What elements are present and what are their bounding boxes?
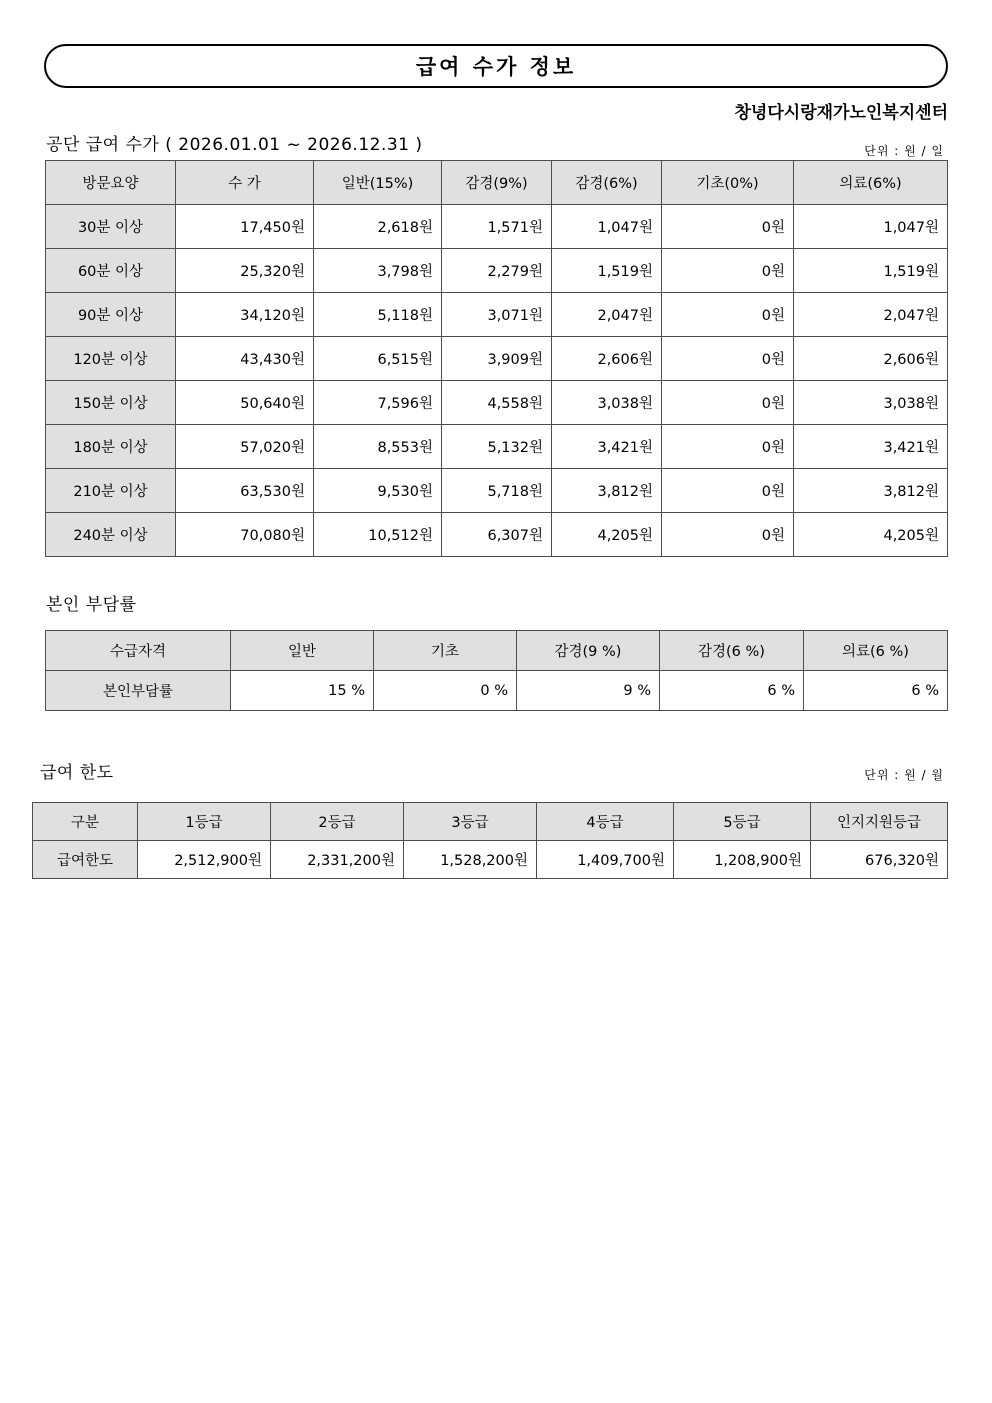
table-benefit-fees bbox=[45, 160, 948, 557]
table-header-row bbox=[46, 631, 948, 671]
table-benefit-limit bbox=[32, 802, 948, 879]
cell-value: 34,120원 bbox=[176, 293, 314, 337]
column-header: 구분 bbox=[33, 803, 138, 841]
table-row bbox=[46, 671, 948, 711]
page-title-pill bbox=[44, 44, 948, 88]
column-header: 4등급 bbox=[537, 803, 674, 841]
table-row bbox=[46, 293, 948, 337]
cell-value: 676,320원 bbox=[811, 841, 948, 879]
cell-value: 9,530원 bbox=[314, 469, 442, 513]
column-header: 기초(0%) bbox=[662, 161, 794, 205]
column-header: 의료(6 %) bbox=[804, 631, 948, 671]
cell-value: 0원 bbox=[662, 513, 794, 557]
cell-value: 1,571원 bbox=[442, 205, 552, 249]
cell-value: 0원 bbox=[662, 205, 794, 249]
cell-value: 2,606원 bbox=[552, 337, 662, 381]
cell-value: 4,558원 bbox=[442, 381, 552, 425]
table-row bbox=[46, 249, 948, 293]
cell-value: 1,047원 bbox=[552, 205, 662, 249]
table-row bbox=[46, 337, 948, 381]
column-header: 3등급 bbox=[404, 803, 537, 841]
cell-value: 3,038원 bbox=[794, 381, 948, 425]
row-label: 급여한도 bbox=[33, 841, 138, 879]
cell-value: 25,320원 bbox=[176, 249, 314, 293]
cell-value: 6 % bbox=[804, 671, 948, 711]
cell-value: 3,812원 bbox=[552, 469, 662, 513]
column-header: 감경(9 %) bbox=[517, 631, 660, 671]
table-row bbox=[46, 469, 948, 513]
cell-value: 2,047원 bbox=[794, 293, 948, 337]
copay-section-heading: 본인 부담률 bbox=[46, 595, 137, 615]
cell-value: 3,909원 bbox=[442, 337, 552, 381]
cell-value: 2,047원 bbox=[552, 293, 662, 337]
fees-unit-note: 단위 : 원 / 일 bbox=[864, 144, 944, 158]
cell-value: 57,020원 bbox=[176, 425, 314, 469]
cell-value: 5,718원 bbox=[442, 469, 552, 513]
column-header: 감경(9%) bbox=[442, 161, 552, 205]
cell-value: 1,409,700원 bbox=[537, 841, 674, 879]
cell-value: 3,798원 bbox=[314, 249, 442, 293]
column-header: 감경(6%) bbox=[552, 161, 662, 205]
cell-value: 1,208,900원 bbox=[674, 841, 811, 879]
cell-value: 0원 bbox=[662, 337, 794, 381]
cell-value: 4,205원 bbox=[552, 513, 662, 557]
cell-value: 0원 bbox=[662, 249, 794, 293]
row-label: 240분 이상 bbox=[46, 513, 176, 557]
cell-value: 2,331,200원 bbox=[271, 841, 404, 879]
table-row bbox=[46, 513, 948, 557]
table-header-row bbox=[46, 161, 948, 205]
column-header: 의료(6%) bbox=[794, 161, 948, 205]
column-header: 기초 bbox=[374, 631, 517, 671]
row-label: 210분 이상 bbox=[46, 469, 176, 513]
cell-value: 17,450원 bbox=[176, 205, 314, 249]
column-header: 감경(6 %) bbox=[660, 631, 804, 671]
cell-value: 2,606원 bbox=[794, 337, 948, 381]
cell-value: 3,421원 bbox=[794, 425, 948, 469]
row-label: 본인부담률 bbox=[46, 671, 231, 711]
cell-value: 0원 bbox=[662, 425, 794, 469]
cell-value: 6,307원 bbox=[442, 513, 552, 557]
row-label: 30분 이상 bbox=[46, 205, 176, 249]
cell-value: 1,519원 bbox=[552, 249, 662, 293]
table-copay-rate bbox=[45, 630, 948, 711]
column-header: 2등급 bbox=[271, 803, 404, 841]
organization-name: 창녕다시랑재가노인복지센터 bbox=[734, 103, 948, 123]
cell-value: 0원 bbox=[662, 381, 794, 425]
cell-value: 1,528,200원 bbox=[404, 841, 537, 879]
cell-value: 4,205원 bbox=[794, 513, 948, 557]
row-label: 120분 이상 bbox=[46, 337, 176, 381]
cell-value: 50,640원 bbox=[176, 381, 314, 425]
cell-value: 2,512,900원 bbox=[138, 841, 271, 879]
cell-value: 2,618원 bbox=[314, 205, 442, 249]
table-header-row bbox=[33, 803, 948, 841]
cell-value: 0원 bbox=[662, 469, 794, 513]
cell-value: 1,047원 bbox=[794, 205, 948, 249]
cell-value: 0 % bbox=[374, 671, 517, 711]
cell-value: 6,515원 bbox=[314, 337, 442, 381]
row-label: 180분 이상 bbox=[46, 425, 176, 469]
column-header: 5등급 bbox=[674, 803, 811, 841]
column-header: 방문요양 bbox=[46, 161, 176, 205]
fees-section-heading: 공단 급여 수가 ( 2026.01.01 ~ 2026.12.31 ) bbox=[46, 135, 423, 155]
column-header: 수 가 bbox=[176, 161, 314, 205]
row-label: 60분 이상 bbox=[46, 249, 176, 293]
cell-value: 70,080원 bbox=[176, 513, 314, 557]
cell-value: 10,512원 bbox=[314, 513, 442, 557]
cell-value: 7,596원 bbox=[314, 381, 442, 425]
cell-value: 15 % bbox=[231, 671, 374, 711]
cell-value: 0원 bbox=[662, 293, 794, 337]
cell-value: 63,530원 bbox=[176, 469, 314, 513]
cell-value: 6 % bbox=[660, 671, 804, 711]
cell-value: 8,553원 bbox=[314, 425, 442, 469]
cell-value: 2,279원 bbox=[442, 249, 552, 293]
limit-section-heading: 급여 한도 bbox=[40, 763, 114, 783]
row-label: 90분 이상 bbox=[46, 293, 176, 337]
column-header: 일반(15%) bbox=[314, 161, 442, 205]
table-row bbox=[46, 381, 948, 425]
table-row bbox=[46, 205, 948, 249]
limit-unit-note: 단위 : 원 / 월 bbox=[864, 768, 944, 782]
cell-value: 1,519원 bbox=[794, 249, 948, 293]
column-header: 일반 bbox=[231, 631, 374, 671]
cell-value: 3,071원 bbox=[442, 293, 552, 337]
table-row bbox=[46, 425, 948, 469]
cell-value: 5,118원 bbox=[314, 293, 442, 337]
cell-value: 3,038원 bbox=[552, 381, 662, 425]
cell-value: 9 % bbox=[517, 671, 660, 711]
row-label: 150분 이상 bbox=[46, 381, 176, 425]
cell-value: 3,812원 bbox=[794, 469, 948, 513]
cell-value: 5,132원 bbox=[442, 425, 552, 469]
column-header: 수급자격 bbox=[46, 631, 231, 671]
cell-value: 43,430원 bbox=[176, 337, 314, 381]
page-title: 급여 수가 정보 bbox=[415, 55, 577, 79]
cell-value: 3,421원 bbox=[552, 425, 662, 469]
column-header: 1등급 bbox=[138, 803, 271, 841]
column-header: 인지지원등급 bbox=[811, 803, 948, 841]
table-row bbox=[33, 841, 948, 879]
